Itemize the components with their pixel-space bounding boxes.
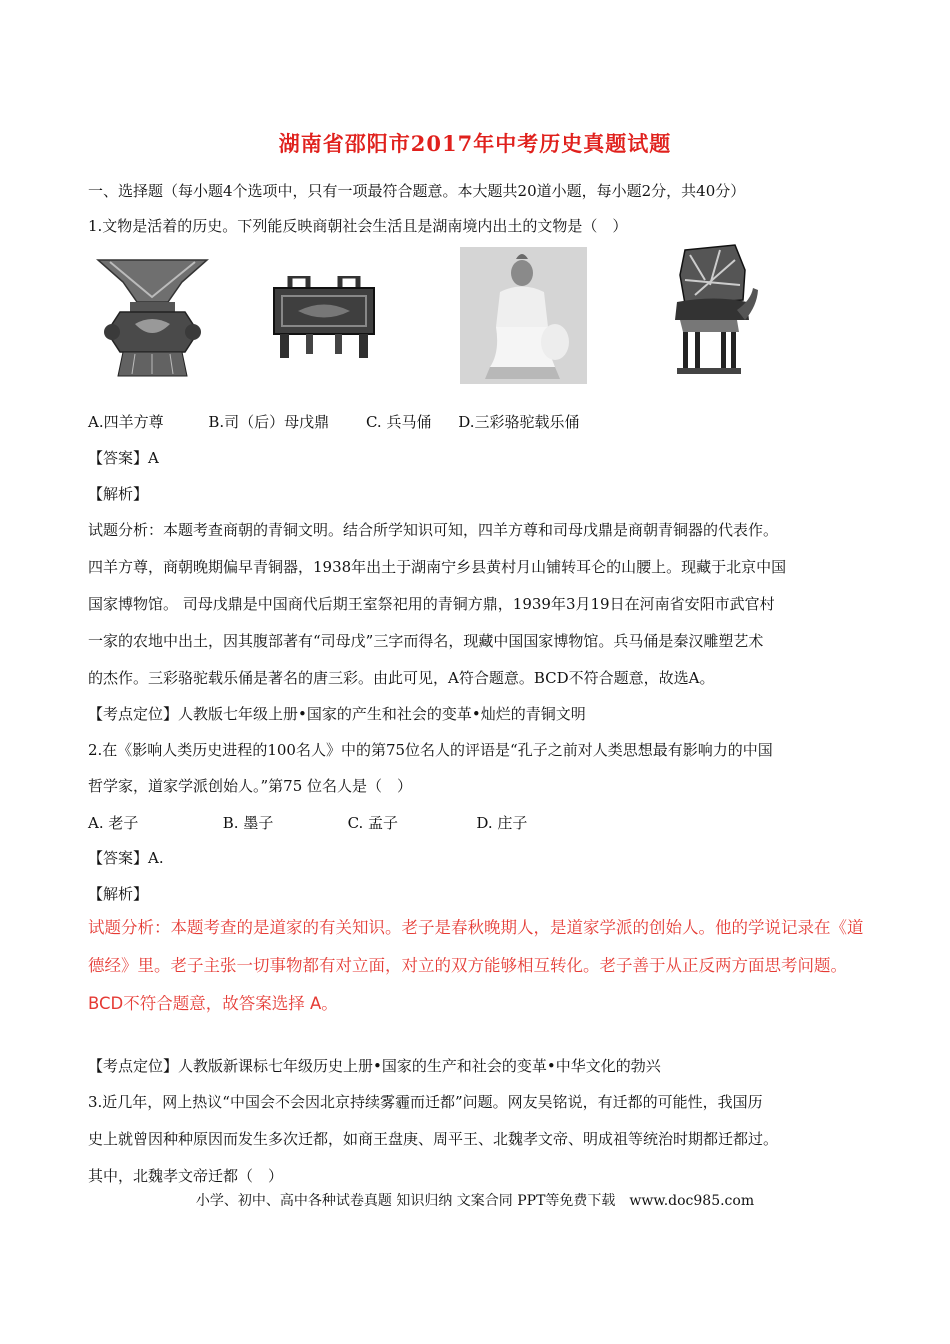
question-2-stem: 2.在《影响人类历史进程的100名人》中的第75位名人的评语是“孔子之前对人类思想最有影响力的中国 xyxy=(88,741,773,759)
page-title: 湖南省邵阳市2017年中考历史真题试题 xyxy=(278,131,672,156)
bronze-zun-vessel-image xyxy=(90,252,215,380)
section-header: 一、选择题（每小题4个选项中，只有一项最符合题意。本大题共20道小题，每小题2分，共40分） xyxy=(88,182,746,200)
bronze-ding-cauldron-image xyxy=(268,276,380,360)
q2-option-b: B. 墨子 xyxy=(222,814,274,832)
q2-answer: 【答案】A. xyxy=(88,849,164,867)
q2-analysis-line: BCD不符合题意，故答案选择 A。 xyxy=(88,994,338,1013)
q2-analysis-line: 试题分析：本题考查的是道家的有关知识。老子是春秋晚期人，是道家学派的创始人。他的学说记录在《道 xyxy=(88,918,864,937)
question-2-stem: 哲学家，道家学派创始人。”第75 位名人是（ ） xyxy=(88,777,413,795)
question-2-options xyxy=(88,813,527,833)
q1-analysis-line: 四羊方尊，商朝晚期偏早青铜器，1938年出土于湖南宁乡县黄村月山铺转耳仑的山腰上。现藏于北京中国 xyxy=(88,558,787,576)
q1-analysis-line: 一家的农地中出土，因其腹部著有“司母戊”三字而得名，现藏中国国家博物馆。兵马俑是秦汉雕塑艺术 xyxy=(88,632,764,650)
q2-analysis-line: 德经》里。老子主张一切事物都有对立面，对立的双方能够相互转化。老子善于从正反两方面思考问题。 xyxy=(88,956,847,975)
sancai-camel-image xyxy=(665,240,760,380)
question-1-options xyxy=(88,412,580,432)
q1-analysis-line: 的杰作。三彩骆驼载乐俑是著名的唐三彩。由此可见，A符合题意。BCD不符合题意，故选A。 xyxy=(88,669,715,687)
q2-option-c: C. 孟子 xyxy=(347,814,399,832)
q1-answer: 【答案】A xyxy=(88,449,159,467)
q1-option-d: D.三彩骆驼载乐俑 xyxy=(458,413,580,431)
question-1-stem: 1.文物是活着的历史。下列能反映商朝社会生活且是湖南境内出土的文物是（ ） xyxy=(88,217,628,235)
q2-analysis-label: 【解析】 xyxy=(88,885,149,903)
q2-option-d: D. 庄子 xyxy=(476,814,528,832)
q2-option-a: A. 老子 xyxy=(88,814,139,832)
q1-analysis-line: 试题分析：本题考查商朝的青铜文明。结合所学知识可知，四羊方尊和司母戊鼎是商朝青铜器的代表作。 xyxy=(88,521,779,539)
question-3-stem: 3.近几年，网上热议“中国会不会因北京持续雾霾而迁都”问题。网友吴铭说，有迁都的可能性，我国历 xyxy=(88,1093,763,1111)
q1-analysis-label: 【解析】 xyxy=(88,485,149,503)
q1-option-b: B.司（后）母戊鼎 xyxy=(208,413,330,431)
q1-analysis-line: 国家博物馆。 司母戊鼎是中国商代后期王室祭祀用的青铜方鼎，1939年3月19日在河南省安阳市武官村 xyxy=(88,595,775,613)
question-3-stem: 史上就曾因种种原因而发生多次迁都，如商王盘庚、周平王、北魏孝文帝、明成祖等统治时期都迁都过。 xyxy=(88,1130,779,1148)
q1-option-c: C. 兵马俑 xyxy=(365,413,432,431)
q1-point: 【考点定位】人教版七年级上册•国家的产生和社会的变革•灿烂的青铜文明 xyxy=(88,705,586,723)
question-3-stem: 其中，北魏孝文帝迁都（ ） xyxy=(88,1167,284,1185)
page-footer: 小学、初中、高中各种试卷真题 知识归纳 文案合同 PPT等免费下载 www.doc985.com xyxy=(195,1193,755,1209)
terracotta-warrior-image xyxy=(460,247,587,384)
q1-option-a: A.四羊方尊 xyxy=(88,413,164,431)
q2-point: 【考点定位】人教版新课标七年级历史上册•国家的生产和社会的变革•中华文化的勃兴 xyxy=(88,1057,661,1075)
